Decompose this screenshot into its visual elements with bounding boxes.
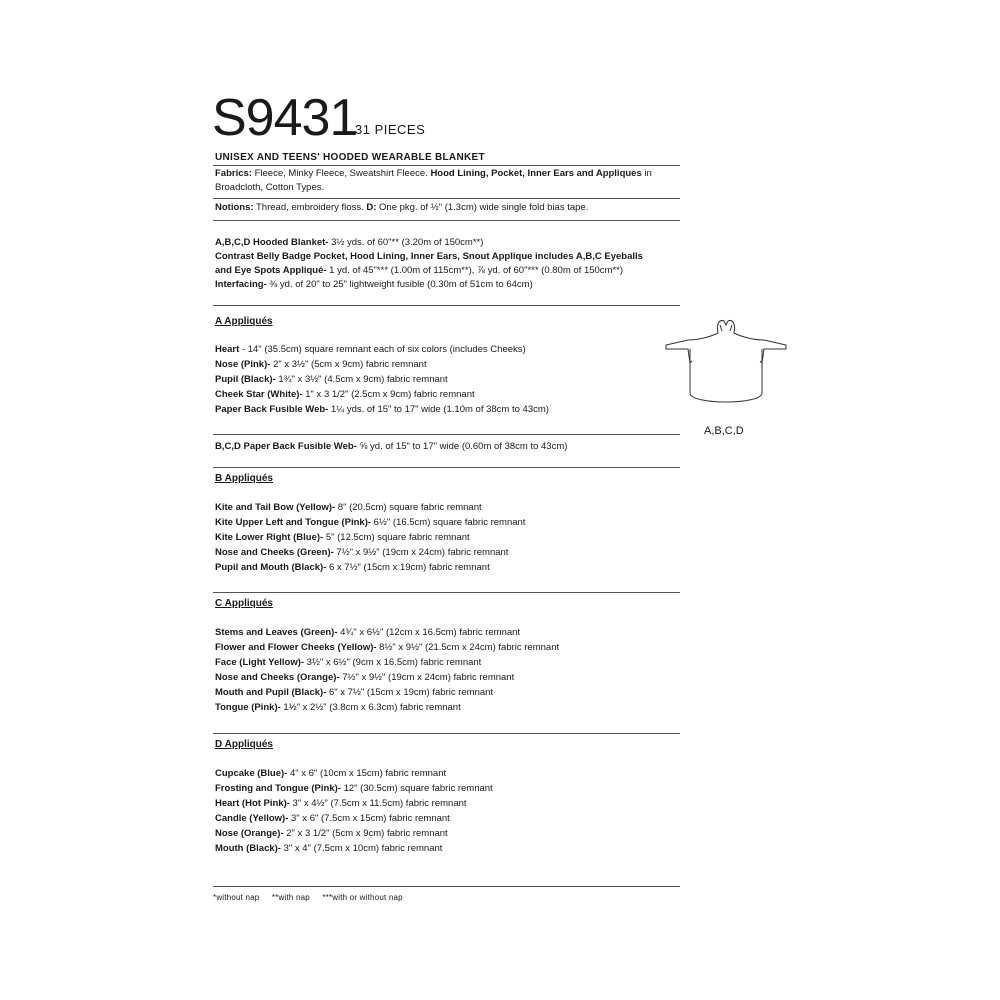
notions-text: Thread, embroidery floss. — [253, 202, 367, 213]
item-value: 1¼ yds. of 15" to 17" wide (1.10m of 38cm to 43cm) — [328, 404, 549, 415]
item-value: ⅝ yd. of 15" to 17" wide (0.60m of 38cm to 43cm) — [356, 441, 568, 452]
item-value: 7½" x 9½" (19cm x 24cm) fabric remnant — [333, 547, 509, 558]
item-value: 3½" x 6½" (9cm x 16.5cm) fabric remnant — [304, 657, 482, 668]
item-label: Frosting and Tongue (Pink)- — [215, 783, 341, 794]
list-item — [215, 373, 448, 387]
list-item — [215, 531, 470, 545]
yardage-label: Interfacing- — [215, 279, 267, 290]
item-value: 6 x 7½" (15cm x 19cm) fabric remnant — [326, 562, 490, 573]
divider — [213, 886, 680, 887]
divider — [213, 733, 680, 734]
list-item — [215, 656, 481, 670]
item-label: Cupcake (Blue)- — [215, 768, 288, 779]
item-value: 3" x 4" (7.5cm x 10cm) fabric remnant — [280, 843, 443, 854]
footnote: ***with or without nap — [322, 893, 403, 902]
item-value: 3" x 4½" (7.5cm x 11.5cm) fabric remnant — [289, 798, 467, 809]
yardage-value: ⅜ yd. of 20" to 25" lightweight fusible (0.30m of 51cm to 64cm) — [266, 279, 533, 290]
yardage-contrast-2 — [215, 264, 623, 278]
notions-bias-tape: One pkg. of ½" (1.3cm) wide single fold bias tape. — [376, 202, 589, 213]
list-item — [215, 641, 559, 655]
item-value: 1½" x 2½" (3.8cm x 6.3cm) fabric remnant — [280, 702, 461, 713]
yardage-label: A,B,C,D Hooded Blanket- — [215, 237, 329, 248]
list-item — [215, 546, 508, 560]
list-item — [215, 797, 467, 811]
divider — [213, 165, 680, 166]
fabrics-label: Fabrics: — [215, 168, 252, 179]
yardage-label: and Eye Spots Appliqué- — [215, 265, 327, 276]
item-label: Heart (Hot Pink)- — [215, 798, 290, 809]
list-item — [215, 403, 549, 417]
list-item — [215, 782, 493, 796]
item-label: Face (Light Yellow)- — [215, 657, 305, 668]
section-heading: A Appliqués — [215, 316, 273, 327]
divider — [213, 592, 680, 593]
yardage-blanket — [215, 236, 483, 250]
yardage-value: 1 yd. of 45"*** (1.00m of 115cm**), ⅞ yd. of 60"*** (0.80m of 150cm**) — [326, 265, 624, 276]
yardage-contrast — [215, 250, 643, 264]
item-label: Nose (Pink)- — [215, 359, 271, 370]
item-label: Kite and Tail Bow (Yellow)- — [215, 502, 336, 513]
section-heading: C Appliqués — [215, 598, 273, 609]
item-value: 2" x 3½" (5cm x 9cm) fabric remnant — [270, 359, 427, 370]
fabrics-line-2: Broadcloth, Cotton Types. — [215, 182, 325, 193]
section-heading: D Appliqués — [215, 739, 273, 750]
divider — [213, 467, 680, 468]
item-label: Kite Lower Right (Blue)- — [215, 532, 324, 543]
item-label: Mouth and Pupil (Black)- — [215, 687, 327, 698]
notions-view: D: — [366, 202, 377, 213]
list-item — [215, 626, 520, 640]
item-label: Flower and Flower Cheeks (Yellow)- — [215, 642, 377, 653]
item-value: 8" (20.5cm) square fabric remnant — [335, 502, 482, 513]
list-item — [215, 358, 427, 372]
footnote: **with nap — [271, 893, 310, 902]
list-item — [215, 388, 475, 402]
list-item — [215, 767, 446, 781]
list-item — [215, 501, 482, 515]
item-label: Paper Back Fusible Web- — [215, 404, 329, 415]
yardage-value: 3½ yds. of 60"** (3.20m of 150cm**) — [328, 237, 484, 248]
bcd-fusible-web — [215, 440, 567, 454]
item-value: 4" x 6" (10cm x 15cm) fabric remnant — [287, 768, 447, 779]
item-value: 6" x 7½" (15cm x 19cm) fabric remnant — [326, 687, 494, 698]
yardage-label: Contrast Belly Badge Pocket, Hood Lining, Inner Ears, Snout Applique includes A,B,C Eyeballs — [215, 251, 643, 262]
item-label: B,C,D Paper Back Fusible Web- — [215, 441, 357, 452]
item-value: 7½" x 9½" (19cm x 24cm) fabric remnant — [339, 672, 515, 683]
item-label: Tongue (Pink)- — [215, 702, 281, 713]
item-value: 1¾" x 3½" (4.5cm x 9cm) fabric remnant — [275, 374, 448, 385]
list-item — [215, 671, 514, 685]
item-value: 1" x 3 1/2" (2.5cm x 9cm) fabric remnant — [302, 389, 475, 400]
item-value: 4¾" x 6½" (12cm x 16.5cm) fabric remnant — [337, 627, 521, 638]
item-label: Nose (Orange)- — [215, 828, 284, 839]
fabrics-text-end: in — [641, 168, 652, 179]
item-label: Heart — [215, 344, 240, 355]
item-label: Nose and Cheeks (Orange)- — [215, 672, 340, 683]
item-value: 2" x 3 1/2" (5cm x 9cm) fabric remnant — [283, 828, 448, 839]
notions-line — [215, 201, 588, 215]
divider — [213, 434, 680, 435]
list-item — [215, 561, 490, 575]
section-heading: B Appliqués — [215, 473, 273, 484]
divider — [213, 220, 680, 221]
item-value: 5" (12.5cm) square fabric remnant — [323, 532, 470, 543]
list-item — [215, 842, 442, 856]
list-item — [215, 686, 493, 700]
pattern-title: UNISEX AND TEENS' HOODED WEARABLE BLANKET — [215, 152, 485, 163]
item-value: 12" (30.5cm) square fabric remnant — [340, 783, 493, 794]
list-item — [215, 812, 450, 826]
list-item — [215, 516, 525, 530]
footnote: *without nap — [213, 893, 260, 902]
divider — [213, 305, 680, 306]
view-label: A,B,C,D — [704, 425, 744, 437]
item-label: Nose and Cheeks (Green)- — [215, 547, 334, 558]
notions-label: Notions: — [215, 202, 254, 213]
footnotes — [213, 893, 413, 902]
pieces-count: 31 PIECES — [355, 122, 426, 137]
item-label: Pupil and Mouth (Black)- — [215, 562, 327, 573]
yardage-interfacing — [215, 278, 533, 292]
item-value: 3" x 6" (7.5cm x 15cm) fabric remnant — [288, 813, 450, 824]
item-label: Mouth (Black)- — [215, 843, 281, 854]
list-item — [215, 701, 461, 715]
item-label: Kite Upper Left and Tongue (Pink)- — [215, 517, 372, 528]
item-label: Stems and Leaves (Green)- — [215, 627, 338, 638]
hooded-blanket-illustration — [662, 315, 792, 415]
item-label: Candle (Yellow)- — [215, 813, 289, 824]
list-item — [215, 827, 448, 841]
list-item — [215, 343, 526, 357]
item-value: 8½" x 9½" (21.5cm x 24cm) fabric remnant — [376, 642, 560, 653]
item-value: - 14" (35.5cm) square remnant each of six colors (includes Cheeks) — [239, 344, 526, 355]
item-value: 6½" (16.5cm) square fabric remnant — [371, 517, 526, 528]
fabrics-line — [215, 167, 652, 181]
item-label: Pupil (Black)- — [215, 374, 276, 385]
pattern-number: S9431 — [212, 89, 358, 147]
fabrics-lining: Hood Lining, Pocket, Inner Ears and Appliques — [430, 168, 642, 179]
fabrics-text: Fleece, Minky Fleece, Sweatshirt Fleece. — [251, 168, 431, 179]
item-label: Cheek Star (White)- — [215, 389, 303, 400]
divider — [213, 198, 680, 199]
